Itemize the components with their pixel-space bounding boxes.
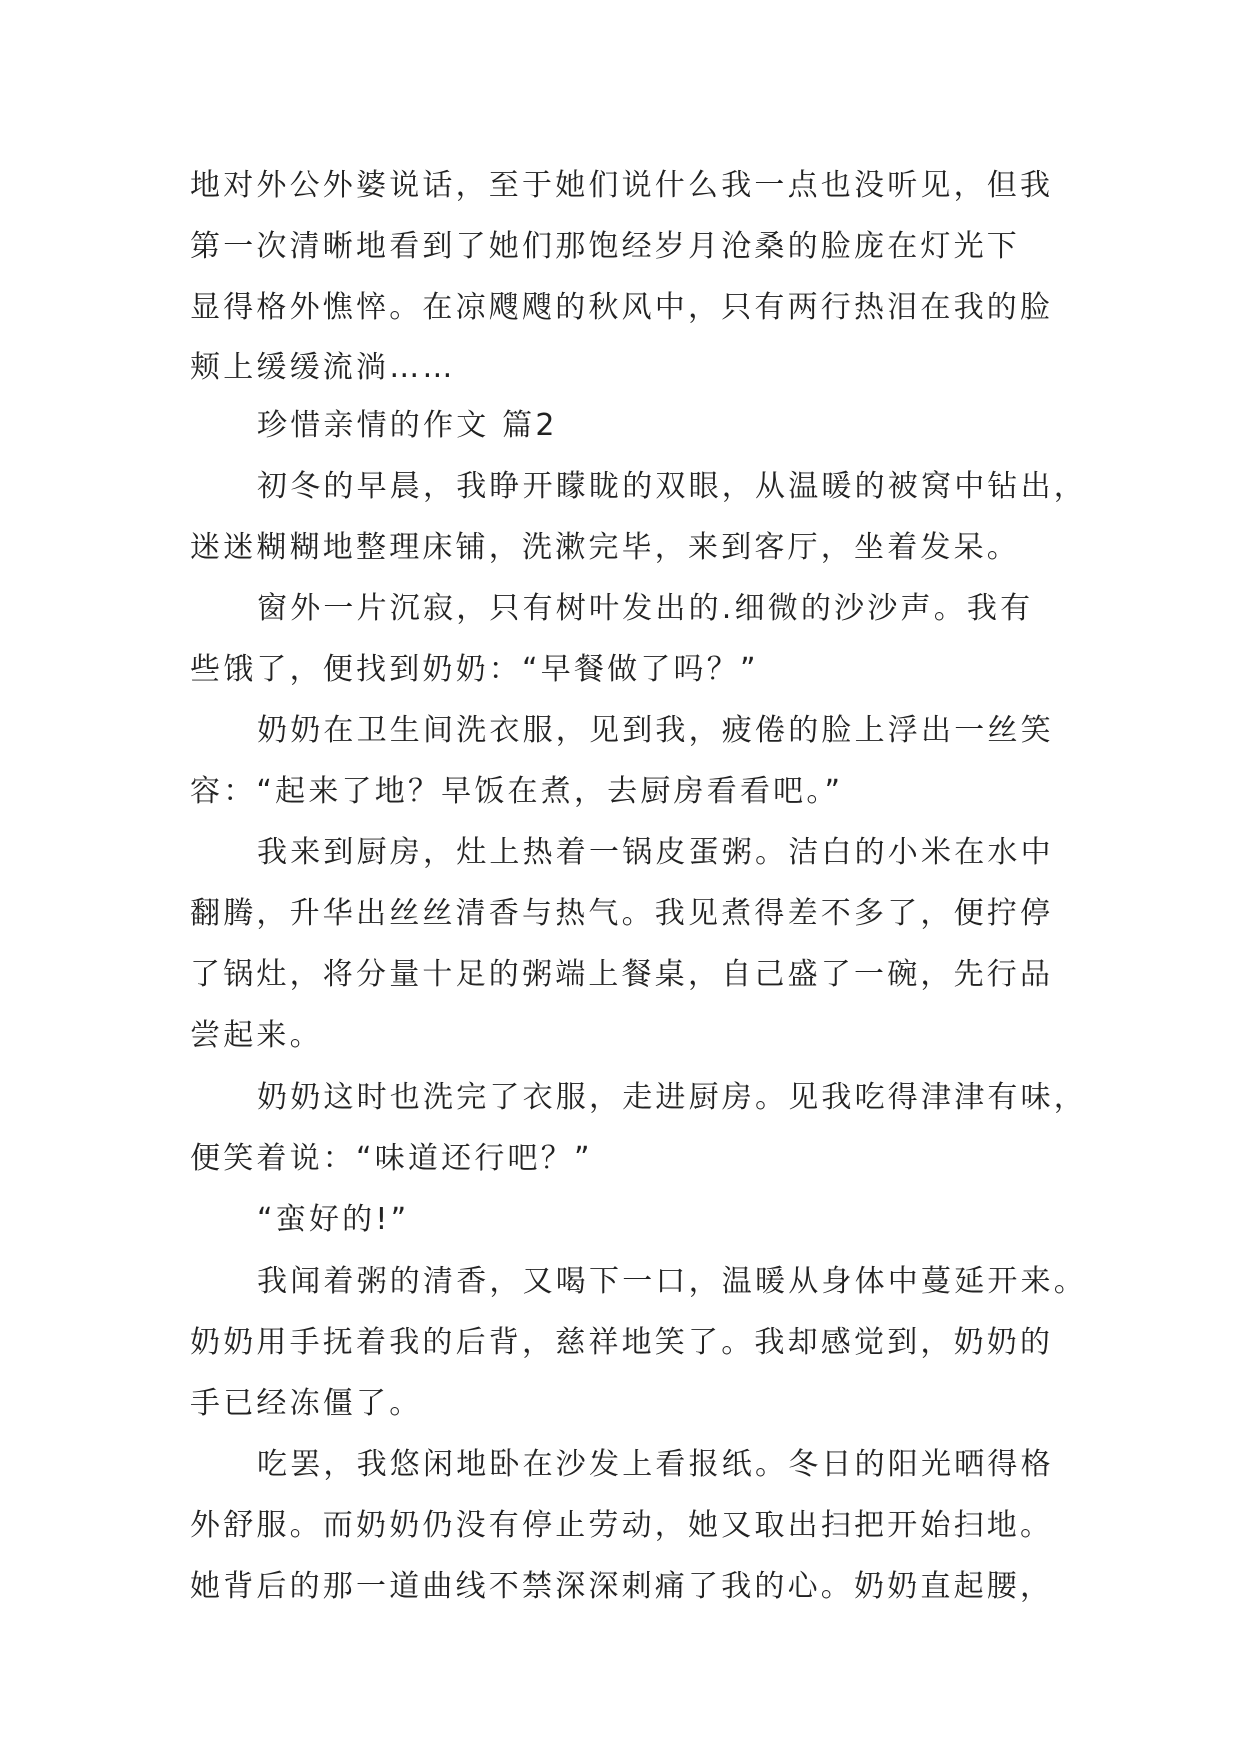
text-line: 我闻着粥的清香，又喝下一口，温暖从身体中蔓延开来。 (257, 1264, 1087, 1299)
section-heading: 珍惜亲情的作文 篇2 (257, 408, 558, 443)
text-line: 些饿了，便找到奶奶：“早餐做了吗？” (190, 652, 759, 687)
text-line: 显得格外憔悴。在凉飕飕的秋风中，只有两行热泪在我的脸 (190, 290, 1054, 325)
text-line: 奶奶这时也洗完了衣服，走进厨房。见我吃得津津有味， (257, 1080, 1087, 1115)
text-line: 奶奶用手抚着我的后背，慈祥地笑了。我却感觉到，奶奶的 (190, 1325, 1054, 1360)
text-line: 颊上缓缓流淌…… (190, 350, 456, 385)
text-line: 初冬的早晨，我睁开矇眬的双眼，从温暖的被窝中钻出， (257, 469, 1087, 504)
text-line: 容：“起来了地？早饭在煮，去厨房看看吧。” (190, 774, 844, 809)
text-line: 我来到厨房，灶上热着一锅皮蛋粥。洁白的小米在水中 (257, 835, 1054, 870)
text-line: 窗外一片沉寂，只有树叶发出的.细微的沙沙声。我有 (257, 591, 1034, 626)
text-line: 外舒服。而奶奶仍没有停止劳动，她又取出扫把开始扫地。 (190, 1508, 1054, 1543)
text-line: 了锅灶，将分量十足的粥端上餐桌，自己盛了一碗，先行品 (190, 957, 1054, 992)
text-line: 翻腾，升华出丝丝清香与热气。我见煮得差不多了，便拧停 (190, 896, 1054, 931)
text-line: 第一次清晰地看到了她们那饱经岁月沧桑的脸庞在灯光下 (190, 229, 1020, 264)
text-line: 迷迷糊糊地整理床铺，洗漱完毕，来到客厅，坐着发呆。 (190, 530, 1020, 565)
text-line: 她背后的那一道曲线不禁深深刺痛了我的心。奶奶直起腰， (190, 1569, 1054, 1604)
text-line: 奶奶在卫生间洗衣服，见到我，疲倦的脸上浮出一丝笑 (257, 713, 1054, 748)
text-line: 地对外公外婆说话，至于她们说什么我一点也没听见，但我 (190, 168, 1054, 203)
text-line: 手已经冻僵了。 (190, 1386, 423, 1421)
text-line: 吃罢，我悠闲地卧在沙发上看报纸。冬日的阳光晒得格 (257, 1447, 1054, 1482)
text-line: “蛮好的!” (257, 1202, 410, 1237)
text-line: 便笑着说：“味道还行吧？” (190, 1141, 593, 1176)
text-line: 尝起来。 (190, 1018, 323, 1053)
